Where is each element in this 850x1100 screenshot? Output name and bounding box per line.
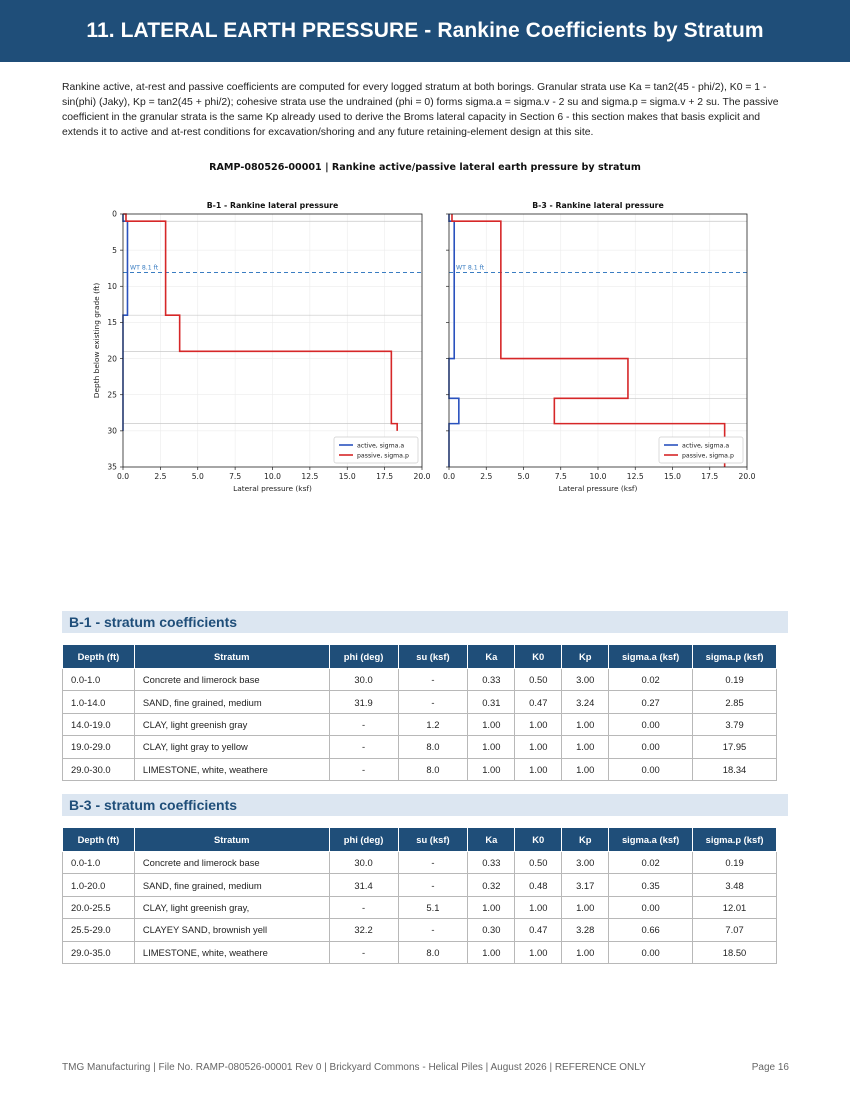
table-row	[63, 713, 777, 735]
table-cell: 0.19	[693, 669, 777, 691]
table-cell: 0.33	[468, 669, 515, 691]
column-header: sigma.a (ksf)	[609, 828, 693, 852]
table-cell: 31.4	[329, 874, 398, 896]
x-axis-label: Lateral pressure (ksf)	[233, 484, 312, 493]
table-cell: 17.95	[693, 736, 777, 758]
table-cell: 0.47	[515, 919, 562, 941]
legend-label: active, sigma.a	[357, 442, 405, 450]
x-tick-label: 12.5	[301, 472, 319, 481]
x-axis-label: Lateral pressure (ksf)	[558, 484, 638, 493]
table-cell: 1.2	[398, 713, 468, 735]
series-line	[449, 214, 459, 467]
table-cell: 1.00	[562, 758, 609, 780]
y-tick-label: 5	[112, 245, 117, 255]
x-tick-label: 15.0	[664, 472, 681, 481]
x-tick-label: 10.0	[264, 472, 281, 481]
table-cell: 19.0-29.0	[63, 736, 135, 758]
chart-suptitle: RAMP-080526-00001 | Rankine active/passive lateral earth pressure by stratum	[209, 162, 641, 173]
column-header: su (ksf)	[398, 645, 468, 669]
column-header: phi (deg)	[329, 645, 398, 669]
x-tick-label: 15.0	[338, 472, 356, 481]
x-tick-label: 10.0	[589, 472, 607, 481]
table-cell: -	[329, 758, 398, 780]
table-cell: 0.02	[609, 852, 693, 874]
table-cell: 29.0-30.0	[63, 758, 135, 780]
panel-title: B-3 - Rankine lateral pressure	[532, 201, 664, 210]
column-header: Depth (ft)	[63, 828, 135, 852]
y-tick-label: 25	[107, 390, 117, 400]
series-line	[452, 214, 725, 467]
table-cell: 5.1	[398, 896, 468, 918]
water-table-label: WT 8.1 ft	[456, 264, 485, 272]
y-axis-label: Depth below existing grade (ft)	[92, 282, 101, 399]
table-cell: 8.0	[398, 736, 468, 758]
x-tick-label: 0.0	[116, 472, 130, 481]
x-tick-label: 0.0	[442, 472, 456, 481]
table-row	[63, 919, 777, 941]
table-cell: 1.00	[515, 941, 562, 963]
column-header: Stratum	[134, 828, 329, 852]
table-cell: -	[329, 713, 398, 735]
table-cell: -	[398, 852, 468, 874]
table-cell: 0.00	[609, 758, 693, 780]
table-cell: 30.0	[329, 669, 398, 691]
table-cell: 20.0-25.5	[63, 896, 135, 918]
table-cell: 0.00	[609, 713, 693, 735]
table-cell: 0.00	[609, 941, 693, 963]
table-cell: 0.31	[468, 691, 515, 713]
table-cell: SAND, fine grained, medium	[134, 874, 329, 896]
page-header	[0, 0, 850, 62]
lateral-pressure-chart	[88, 152, 768, 502]
table-cell: Concrete and limerock base	[134, 669, 329, 691]
table-cell: CLAYEY SAND, brownish yell	[134, 919, 329, 941]
table-cell: 1.00	[468, 896, 515, 918]
column-header: K0	[515, 828, 562, 852]
table-row	[63, 874, 777, 896]
footer-text: TMG Manufacturing | File No. RAMP-080526-00001 Rev 0 | Brickyard Commons - Helical Piles | August 2026 | REFERENCE ONLY	[62, 1062, 646, 1073]
table-cell: SAND, fine grained, medium	[134, 691, 329, 713]
y-tick-label: 15	[107, 318, 117, 328]
table-cell: 0.47	[515, 691, 562, 713]
x-tick-label: 2.5	[480, 472, 493, 481]
table-cell: 29.0-35.0	[63, 941, 135, 963]
table-cell: 0.48	[515, 874, 562, 896]
table-cell: 1.00	[562, 736, 609, 758]
column-header: Kp	[562, 828, 609, 852]
column-header: sigma.p (ksf)	[693, 828, 777, 852]
x-tick-label: 17.5	[376, 472, 394, 481]
table-cell: -	[398, 919, 468, 941]
table-cell: 1.00	[468, 941, 515, 963]
column-header: su (ksf)	[398, 828, 468, 852]
table-cell: 3.48	[693, 874, 777, 896]
page-footer	[62, 1062, 789, 1073]
legend-label: active, sigma.a	[682, 442, 730, 450]
table-cell: 0.33	[468, 852, 515, 874]
column-header: Kp	[562, 645, 609, 669]
x-tick-label: 2.5	[154, 472, 167, 481]
table-cell: 25.5-29.0	[63, 919, 135, 941]
y-tick-label: 35	[107, 462, 117, 472]
table-cell: 0.66	[609, 919, 693, 941]
table-cell: 3.24	[562, 691, 609, 713]
table-cell: -	[398, 669, 468, 691]
water-table-label: WT 8.1 ft	[130, 264, 159, 272]
lateral-pressure-figure	[88, 152, 768, 502]
table-cell: 0.35	[609, 874, 693, 896]
table-cell: -	[329, 896, 398, 918]
table-cell: 1.0-14.0	[63, 691, 135, 713]
x-tick-label: 7.5	[229, 472, 242, 481]
table-cell: 1.00	[515, 713, 562, 735]
legend-label: passive, sigma.p	[682, 452, 734, 460]
x-tick-label: 5.0	[517, 472, 530, 481]
x-tick-label: 5.0	[191, 472, 204, 481]
x-tick-label: 20.0	[738, 472, 756, 481]
table-cell: 3.00	[562, 669, 609, 691]
table-cell: 0.0-1.0	[63, 852, 135, 874]
table-cell: LIMESTONE, white, weathere	[134, 941, 329, 963]
column-header: Depth (ft)	[63, 645, 135, 669]
column-header: Ka	[468, 828, 515, 852]
table-cell: 1.00	[468, 758, 515, 780]
page-number: Page 16	[751, 1062, 789, 1073]
b1-coefficients-table	[62, 644, 777, 781]
table-row	[63, 896, 777, 918]
column-header: sigma.p (ksf)	[693, 645, 777, 669]
table-row	[63, 669, 777, 691]
y-tick-label: 30	[107, 426, 117, 436]
table-cell: 2.85	[693, 691, 777, 713]
table-cell: 0.50	[515, 669, 562, 691]
table-cell: 1.00	[562, 713, 609, 735]
table-cell: -	[329, 736, 398, 758]
table-cell: 0.30	[468, 919, 515, 941]
table-header-row	[63, 645, 777, 669]
table-row	[63, 758, 777, 780]
table-cell: 14.0-19.0	[63, 713, 135, 735]
y-tick-label: 0	[112, 209, 117, 219]
table-cell: 1.00	[515, 736, 562, 758]
table-cell: 0.50	[515, 852, 562, 874]
table-cell: 3.79	[693, 713, 777, 735]
table-cell: 1.00	[515, 758, 562, 780]
b3-coefficients-table	[62, 827, 777, 964]
table-cell: 3.00	[562, 852, 609, 874]
table-cell: CLAY, light greenish gray,	[134, 896, 329, 918]
table-cell: -	[398, 691, 468, 713]
intro-paragraph: Rankine active, at-rest and passive coefficients are computed for every logged stratum at both borings. Granular strata use Ka = tan2(45 - phi/2), K0 = 1 - sin(phi) (Jaky), Kp = tan2(45 + phi/2); cohesive strata use the undrained (phi = 0) forms sigma.a = sigma.v - 2 su and sigma.p = sigma.v + 2 su. The passive coefficient in the granular strata is the same Kp already used to derive the Broms lateral capacity in Section 6 - this section makes that basis explicit and extends it to active and at-rest conditions for excavation/shoring and any future retaining-element design at this site.	[62, 82, 779, 138]
table-cell: 1.00	[468, 736, 515, 758]
table-cell: CLAY, light greenish gray	[134, 713, 329, 735]
table-cell: CLAY, light gray to yellow	[134, 736, 329, 758]
table-row	[63, 736, 777, 758]
table-row	[63, 941, 777, 963]
column-header: Ka	[468, 645, 515, 669]
table-cell: -	[398, 874, 468, 896]
table-cell: 1.00	[562, 941, 609, 963]
table-cell: 3.17	[562, 874, 609, 896]
b3-section-heading: B-3 - stratum coefficients	[62, 794, 788, 816]
table-row	[63, 691, 777, 713]
table-cell: 18.34	[693, 758, 777, 780]
table-cell: 8.0	[398, 941, 468, 963]
table-cell: 0.0-1.0	[63, 669, 135, 691]
table-cell: 30.0	[329, 852, 398, 874]
table-cell: 32.2	[329, 919, 398, 941]
page-title: 11. LATERAL EARTH PRESSURE - Rankine Coefficients by Stratum	[86, 19, 764, 42]
table-cell: 0.00	[609, 736, 693, 758]
table-cell: 0.32	[468, 874, 515, 896]
table-header-row	[63, 828, 777, 852]
table-cell: 0.27	[609, 691, 693, 713]
x-tick-label: 7.5	[554, 472, 567, 481]
x-tick-label: 20.0	[413, 472, 431, 481]
y-tick-label: 10	[107, 281, 117, 291]
x-tick-label: 17.5	[701, 472, 719, 481]
table-cell: LIMESTONE, white, weathere	[134, 758, 329, 780]
table-cell: 12.01	[693, 896, 777, 918]
table-cell: 18.50	[693, 941, 777, 963]
panel-title: B-1 - Rankine lateral pressure	[206, 201, 339, 210]
table-cell: 1.00	[468, 713, 515, 735]
b1-section-heading: B-1 - stratum coefficients	[62, 611, 788, 633]
y-tick-label: 20	[107, 354, 117, 364]
table-row	[63, 852, 777, 874]
column-header: sigma.a (ksf)	[609, 645, 693, 669]
table-cell: 1.00	[515, 896, 562, 918]
table-cell: 3.28	[562, 919, 609, 941]
legend-label: passive, sigma.p	[357, 452, 409, 460]
table-cell: 0.00	[609, 896, 693, 918]
x-tick-label: 12.5	[626, 472, 644, 481]
table-cell: 1.0-20.0	[63, 874, 135, 896]
table-cell: 0.19	[693, 852, 777, 874]
table-cell: 7.07	[693, 919, 777, 941]
table-cell: -	[329, 941, 398, 963]
table-cell: Concrete and limerock base	[134, 852, 329, 874]
table-cell: 31.9	[329, 691, 398, 713]
column-header: Stratum	[134, 645, 329, 669]
table-cell: 0.02	[609, 669, 693, 691]
table-cell: 8.0	[398, 758, 468, 780]
table-cell: 1.00	[562, 896, 609, 918]
column-header: K0	[515, 645, 562, 669]
column-header: phi (deg)	[329, 828, 398, 852]
